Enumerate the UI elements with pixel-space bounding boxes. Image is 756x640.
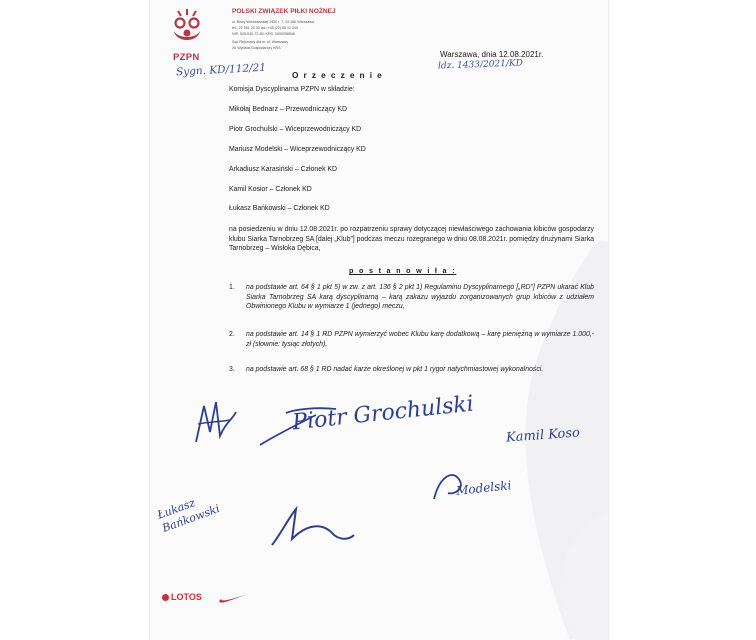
decision-item [229,330,597,352]
item-text: na podstawie art. 68 § 1 RD nadać karze określonej w pkt 1 rygor natychmiastowej wykonalności. [246,366,544,373]
place-date: Warszawa, dnia 12.08.2021r. [440,50,544,59]
member-line: Kamil Kosior – Członek KD [229,186,312,193]
org-krs-line: XII Wydział Gospodarczy KRS [232,46,281,50]
item-number: 3. [229,366,235,373]
org-name: POLSKI ZWIĄZEK PIŁKI NOŻNEJ [232,8,336,15]
member-line: Piotr Grochulski – Wiceprzewodniczący KD [229,126,362,133]
org-nip-line: NIP: 526-030-72-80, KRS: 0000058546 [232,32,295,36]
pzpn-logo-icon [170,9,204,47]
signature-bednarz [190,392,240,447]
org-address-line: ul. Bitwy Warszawskiej 1920 r. 7, 02-366 Warszawa [232,20,315,24]
org-phone-line: tel.: 22 551 23 00 fax: +48 (22) 55 12 240 [232,26,299,30]
member-line: Arkadiusz Karasiński – Członek KD [229,166,337,173]
member-line: Łukasz Bańkowski – Członek KD [229,205,330,212]
komisja-intro: Komisja Dyscyplinarna PZPN w składzie: [229,86,355,93]
body-paragraph: na posiedzeniu w dniu 12.08.2021r. po rozpatrzeniu sprawy dotyczącej niewłaściwego zachowania kibiców gospodarzy klubu Siarka Tarnobrzeg SA [dalej „Klub”] podczas meczu rozegranego w dniu 08.08.2021r. pomiędzy drużynami Siarka Tarnobrzeg – Wisłoka Dębica, [229,226,594,253]
signature-karasinski [262,505,357,550]
item-number: 1. [229,284,235,291]
item-text: na podstawie art. 14 § 1 RD PZPN wymierzyć wobec Klubu karę dodatkową – karę pieniężną w wymiarze 1.000,- zł (słownie: tysiąc złotych), [246,331,594,348]
logo-text: PZPN [173,52,200,63]
handwritten-sygn: Sygn. KD/112/21 [175,61,267,79]
item-number: 2. [229,331,235,338]
signature-kosior: Kamil Koso [505,425,581,446]
decision-item [229,283,597,323]
item-text: na podstawie art. 64 § 1 pkt 5) w zw. z art. 136 § 2 pkt 1) Regulaminu Dyscyplinarnego [„RD”] PZPN ukarać Klub Siarka Tarnobrzeg SA karą dyscyplinarną – karą zakazu wyjazdu zorganizowanych grup kibiców z udziałem Obwinionego Klubu w wymiarze 1 (jednego) meczu, [246,284,594,311]
decision-item [229,365,597,387]
lotos-logo-text: LOTOS [171,592,202,602]
member-line: Mikołaj Bednarz – Przewodniczący KD [229,106,347,113]
member-line: Mariusz Modelski – Wiceprzewodniczący KD [229,146,366,153]
page-title: O r z e c z e n i e [292,70,384,80]
signature-bankowski: Łukasz Bańkowski [155,496,222,535]
signature-modelski: Modelski [430,465,510,505]
nike-swoosh-icon [218,594,246,604]
signature-grochulski: Piotr Grochulski [256,395,466,455]
postanowila-heading: p o s t a n o w i ł a : [349,266,457,275]
lotos-logo [162,592,202,602]
org-court-line: Sąd Rejonowy dla m. st. Warszawy [232,40,289,44]
handwritten-ref: ldz. 1433/2021/KD [437,58,524,72]
